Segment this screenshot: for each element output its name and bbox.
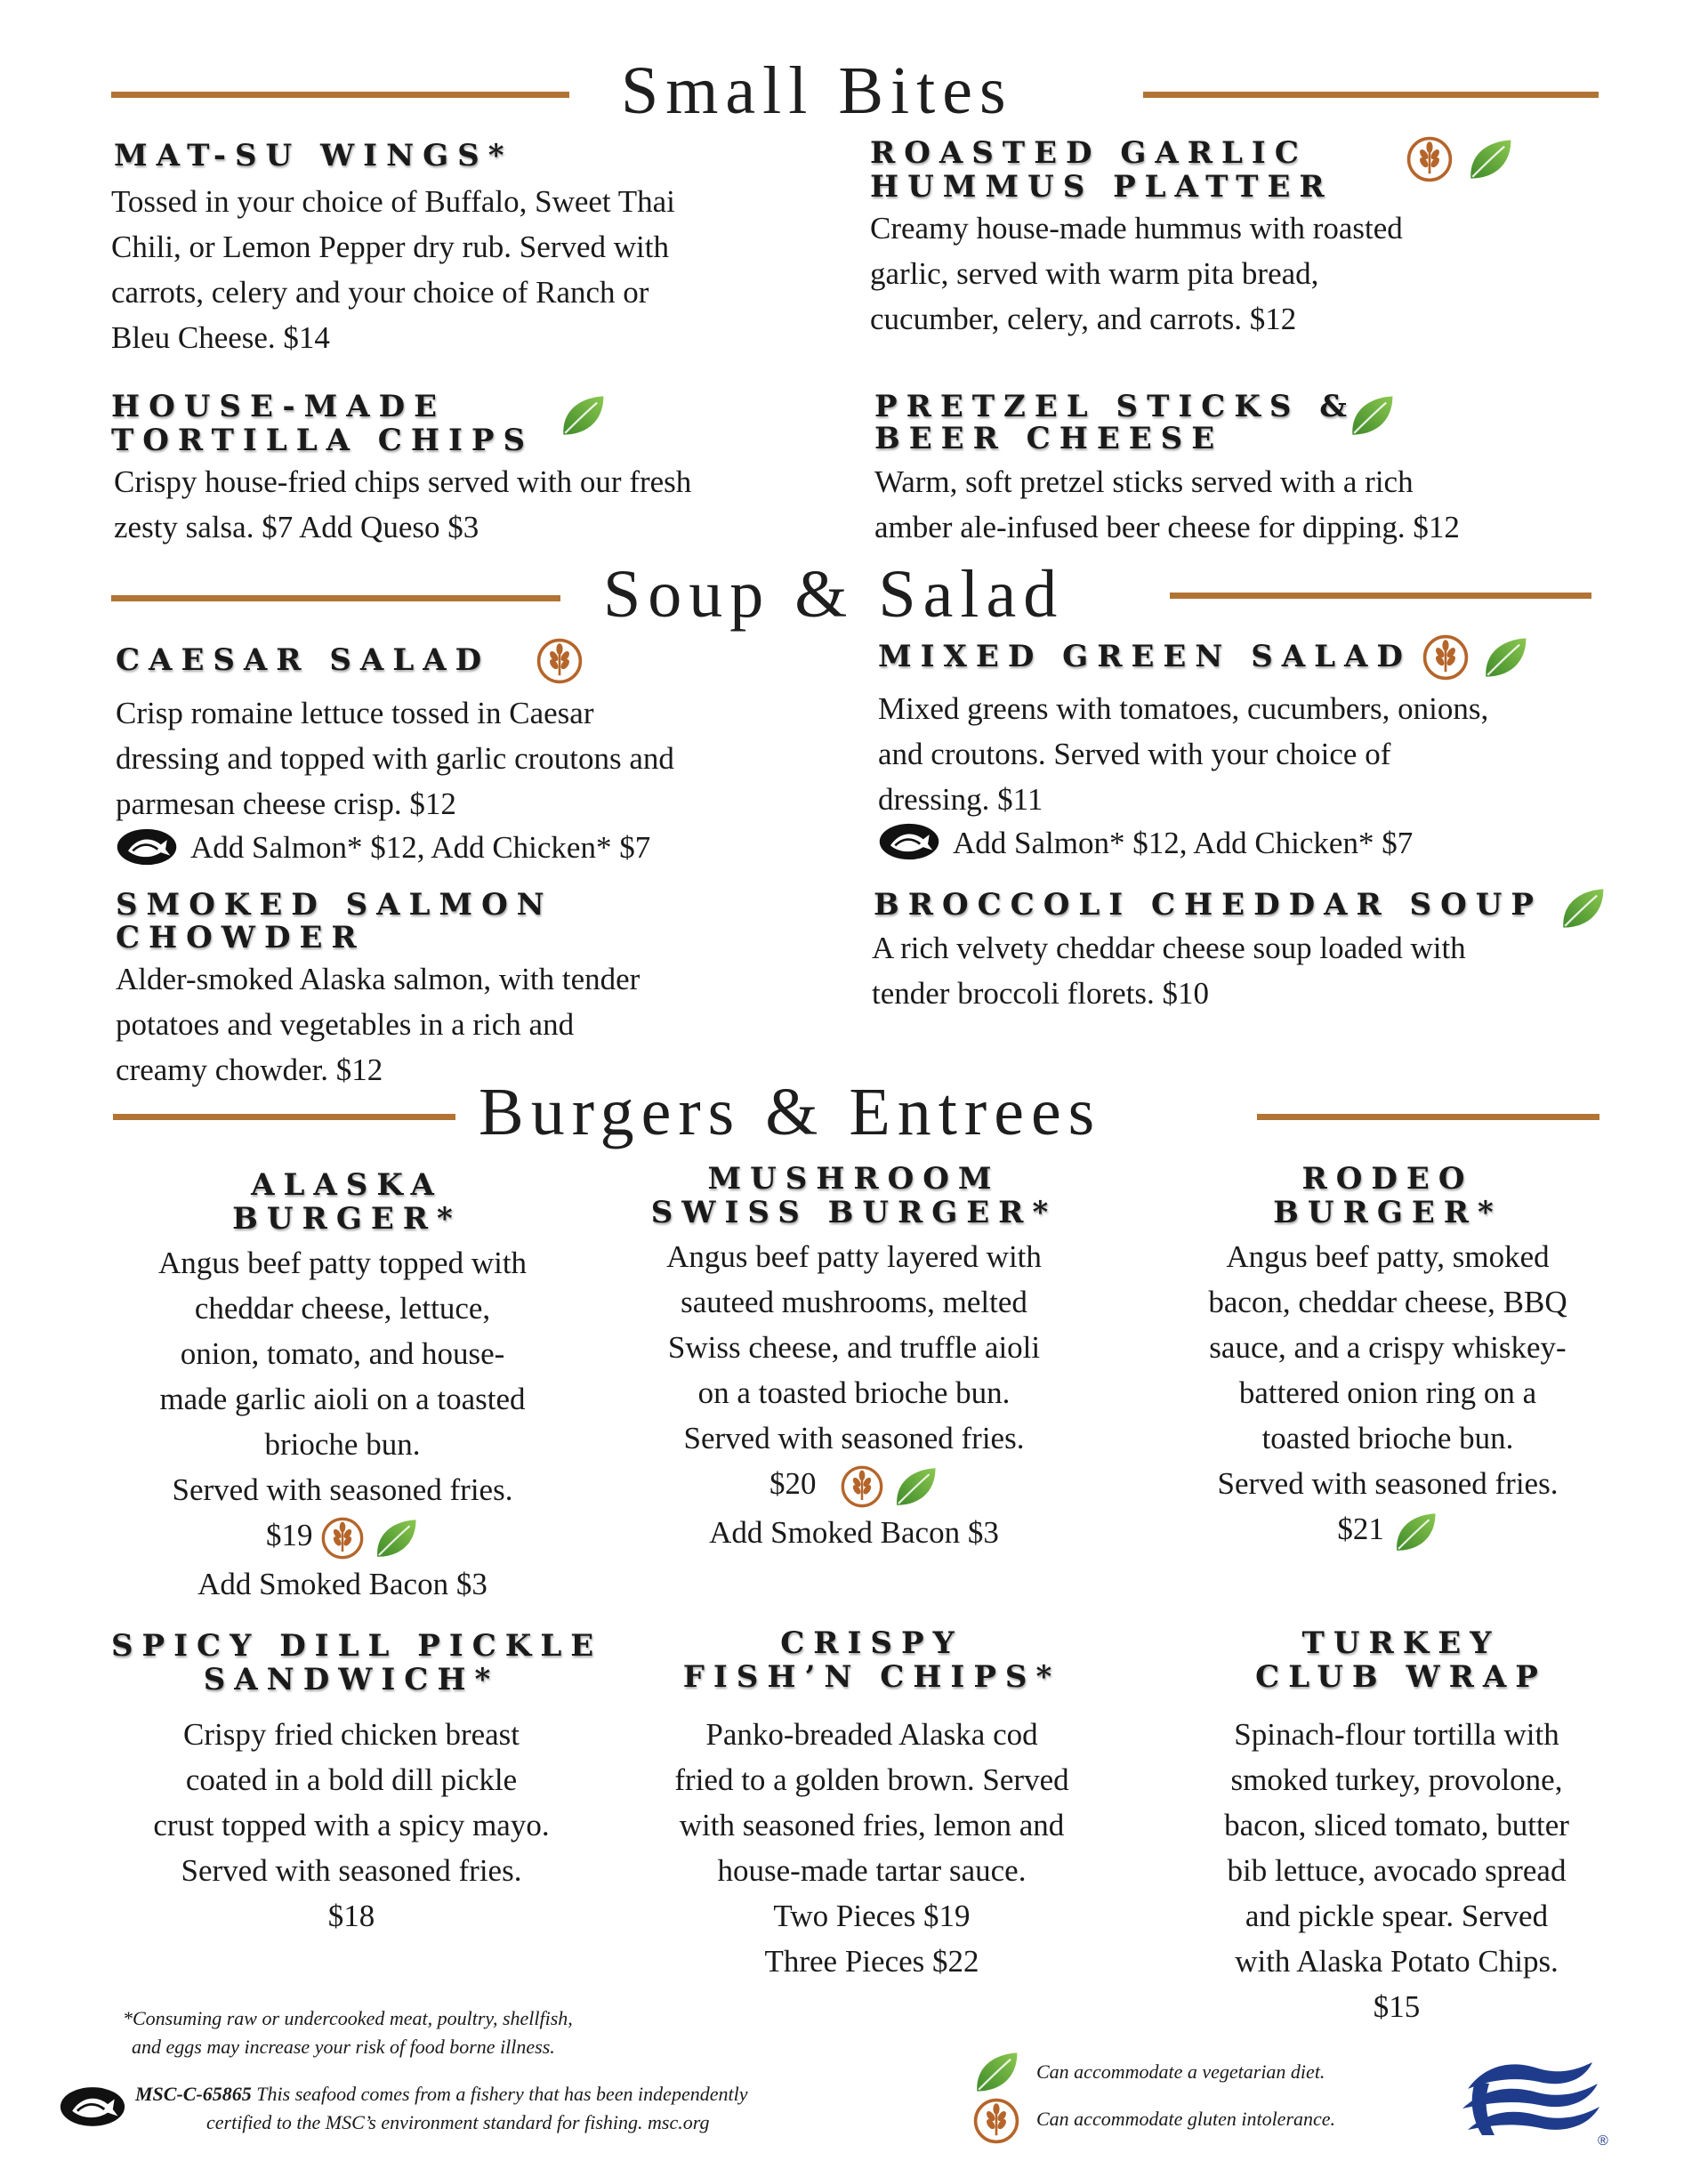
item-title-wings: MAT-SU WINGS* (114, 138, 513, 173)
item-title-chowder: SMOKED SALMON CHOWDER (116, 887, 553, 955)
item-desc-wings: Tossed in your choice of Buffalo, Sweet Thai Chili, or Lemon Pepper dry rub. Served with carrots, celery and your choice of Ranch or Bleu Cheese. $14 (111, 184, 675, 355)
item-addon-caesar: Add Salmon* $12, Add Chicken* $7 (190, 830, 651, 865)
item-title-mixed: MIXED GREEN SALAD (878, 639, 1412, 674)
leaf-icon (1481, 633, 1529, 681)
section-title-soup-salad: Soup & Salad (603, 557, 1065, 632)
item-title-hummus: ROASTED GARLIC HUMMUS PLATTER (870, 135, 1333, 205)
msc-fish-icon (116, 827, 178, 867)
item-desc-chowder: Alder-smoked Alaska salmon, with tender potatoes and vegetables in a rich and creamy chowder. $12 (116, 962, 640, 1087)
leaf-icon (559, 391, 607, 439)
wheat-icon (840, 1464, 884, 1509)
msc-certification: MSC-C-65865 This seafood comes from a fishery that has been independently certified to the MSC’s environment standard for fishing. msc.org (135, 2083, 748, 2133)
item-title-pickle: SPICY DILL PICKLE SANDWICH* (111, 1628, 603, 1697)
wave-logo-icon (1450, 2055, 1610, 2141)
msc-fish-icon (878, 822, 940, 861)
item-desc-pickle: Crispy fried chicken breast coated in a bold dill pickle crust topped with a spicy mayo. Served with seasoned fries. $18 (153, 1717, 550, 1933)
item-title-pretzel: PRETZEL STICKS & BEER CHEESE (874, 389, 1356, 456)
wheat-icon (1422, 633, 1470, 681)
item-desc-caesar: Crisp romaine lettuce tossed in Caesar dressing and topped with garlic croutons and parmesan cheese crisp. $12 (116, 696, 674, 821)
leaf-icon (373, 1515, 419, 1561)
item-title-caesar: CAESAR SALAD (116, 642, 491, 678)
wheat-icon (320, 1516, 365, 1560)
item-title-fish: CRISPY FISH’N CHIPS* (682, 1625, 1061, 1695)
item-desc-rodeo-burger: Angus beef patty, smoked bacon, cheddar cheese, BBQ sauce, and a crispy whiskey- battered onion ring on a toasted brioche bun. Served with seasoned fries. $21 (1139, 1234, 1637, 1555)
leaf-icon (1559, 884, 1607, 932)
item-price-alaska-burger: $19 (266, 1518, 313, 1552)
item-desc-pretzel: Warm, soft pretzel sticks served with a rich amber ale-infused beer cheese for dipping. $12 (874, 464, 1460, 544)
leaf-icon (892, 1463, 939, 1510)
item-addon-alaska-burger: Add Smoked Bacon $3 (197, 1566, 487, 1601)
leaf-icon (972, 2048, 1020, 2096)
item-desc-hummus: Creamy house-made hummus with roasted garlic, served with warm pita bread, cucumber, celery, and carrots. $12 (870, 211, 1403, 336)
disclaimer: *Consuming raw or undercooked meat, poultry, shellfish, and eggs may increase your risk of food borne illness. (123, 2007, 573, 2058)
leaf-icon (1348, 391, 1396, 439)
item-desc-chips: Crispy house-fried chips served with our fresh zesty salsa. $7 Add Queso $3 (114, 464, 692, 544)
item-addon-mixed: Add Salmon* $12, Add Chicken* $7 (953, 826, 1414, 860)
registered-mark: ® (1598, 2133, 1608, 2149)
section-rule-left (111, 595, 560, 601)
section-title-burgers-entrees: Burgers & Entrees (479, 1075, 1102, 1149)
item-addon-mushroom-burger: Add Smoked Bacon $3 (709, 1514, 999, 1550)
item-desc-broccoli: A rich velvety cheddar cheese soup loaded with tender broccoli florets. $10 (872, 931, 1466, 1011)
item-desc-wrap: Spinach-flour tortilla with smoked turkey, provolone, bacon, sliced tomato, butter bib lettuce, avocado spread and pickle spear. Served with Alaska Potato Chips. $15 (1224, 1717, 1569, 2024)
item-price-rodeo-burger: $21 (1337, 1512, 1384, 1546)
wheat-icon (536, 637, 584, 685)
item-title-alaska-burger: ALASKA BURGER* (232, 1167, 462, 1237)
item-desc-mushroom-burger: Angus beef patty layered with sauteed mushrooms, melted Swiss cheese, and truffle aioli on a toasted brioche bun. Served with seasoned fries. $20 Add Smoked Bacon $3 (609, 1234, 1099, 1555)
item-desc-fish: Panko-breaded Alaska cod fried to a golden brown. Served with seasoned fries, lemon and house-made tartar sauce. Two Pieces $19 Three Pieces $22 (674, 1717, 1069, 1979)
item-desc-alaska-burger: Angus beef patty topped with cheddar cheese, lettuce, onion, tomato, and house- made garlic aioli on a toasted brioche bun. Served with seasoned fries. $19 Add Smoked Bacon $3 (98, 1240, 587, 1607)
item-desc-mixed: Mixed greens with tomatoes, cucumbers, onions, and croutons. Served with your choice of dressing. $11 (878, 691, 1489, 817)
section-rule-right (1257, 1114, 1599, 1120)
section-rule-right (1143, 92, 1599, 98)
section-title-small-bites: Small Bites (621, 53, 1013, 128)
item-title-rodeo-burger: RODEO BURGER* (1273, 1161, 1503, 1230)
legend-gluten: Can accommodate gluten intolerance. (1036, 2108, 1336, 2130)
msc-fish-icon (59, 2085, 126, 2128)
item-title-mushroom-burger: MUSHROOM SWISS BURGER* (650, 1161, 1058, 1230)
item-title-broccoli: BROCCOLI CHEDDAR SOUP (874, 887, 1543, 923)
section-rule-left (113, 1114, 455, 1120)
section-rule-left (111, 92, 569, 98)
item-price-mushroom-burger: $20 (769, 1466, 817, 1501)
wheat-icon (1406, 135, 1454, 183)
section-rule-right (1170, 593, 1591, 599)
leaf-icon (1392, 1509, 1438, 1555)
legend-vegetarian: Can accommodate a vegetarian diet. (1036, 2060, 1325, 2083)
item-title-chips: HOUSE-MADE TORTILLA CHIPS (111, 389, 535, 458)
item-title-wrap: TURKEY CLUB WRAP (1255, 1625, 1547, 1695)
wheat-icon (972, 2097, 1020, 2145)
leaf-icon (1466, 135, 1514, 183)
